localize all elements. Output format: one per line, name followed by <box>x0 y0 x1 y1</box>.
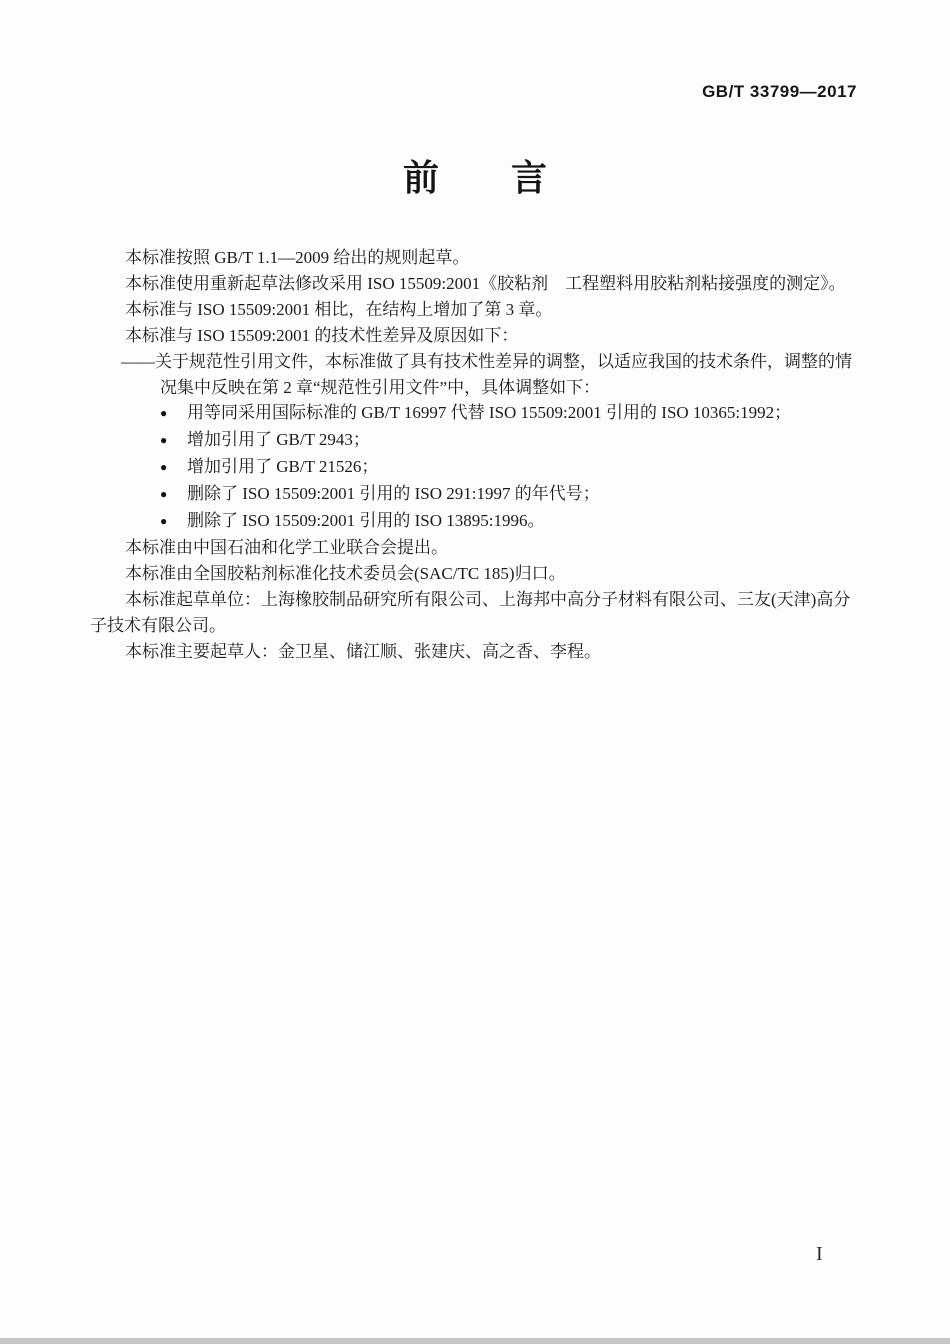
bullet-text: 增加引用了 GB/T 21526； <box>187 457 379 477</box>
bullet-icon: ● <box>160 433 168 448</box>
bullet-icon: ● <box>160 487 168 502</box>
text-line <box>90 427 870 454</box>
bullet-icon: ● <box>160 514 168 529</box>
text-line: 子技术有限公司。 <box>90 615 226 635</box>
text-line <box>90 400 870 427</box>
text-line: 本标准按照 GB/T 1.1—2009 给出的规则起草。 <box>125 248 470 267</box>
bullet-text: 删除了 ISO 15509:2001 引用的 ISO 13895:1996。 <box>187 511 545 531</box>
bullet-text: 删除了 ISO 15509:2001 引用的 ISO 291:1997 的年代号； <box>187 484 600 504</box>
page-title: 前 言 <box>402 157 547 198</box>
text-line <box>90 508 870 535</box>
bullet-icon: ● <box>160 406 168 421</box>
text-line: 况集中反映在第 2 章“规范性引用文件”中，具体调整如下： <box>160 377 601 397</box>
body-text <box>90 245 870 665</box>
bullet-text: 用等同采用国际标准的 GB/T 16997 代替 ISO 15509:2001 引用的 ISO 10365:1992； <box>187 403 792 423</box>
standard-code: GB/T 33799—2017 <box>702 82 857 101</box>
text-line <box>90 481 870 508</box>
text-line: 本标准主要起草人：金卫星、储江顺、张建庆、高之香、李程。 <box>125 641 601 661</box>
text-line <box>90 454 870 481</box>
text-line: 本标准与 ISO 15509:2001 的技术性差异及原因如下： <box>125 325 519 345</box>
text-line: 本标准由全国胶粘剂标准化技术委员会(SAC/TC 185)归口。 <box>125 563 566 583</box>
text-line: 本标准由中国石油和化学工业联合会提出。 <box>125 537 448 557</box>
scan-edge-artifact <box>0 1338 950 1344</box>
bullet-icon: ● <box>160 460 168 475</box>
text-line: ——关于规范性引用文件，本标准做了具有技术性差异的调整，以适应我国的技术条件，调整的情 <box>121 351 852 371</box>
bullet-text: 增加引用了 GB/T 2943； <box>187 430 370 450</box>
page-number: I <box>816 1243 823 1265</box>
text-line: 本标准与 ISO 15509:2001 相比，在结构上增加了第 3 章。 <box>125 299 553 319</box>
text-line: 本标准起草单位：上海橡胶制品研究所有限公司、上海邦中高分子材料有限公司、三友(天津)高分 <box>125 589 851 609</box>
text-line: 本标准使用重新起草法修改采用 ISO 15509:2001《胶粘剂 工程塑料用胶粘剂粘接强度的测定》。 <box>125 273 846 293</box>
